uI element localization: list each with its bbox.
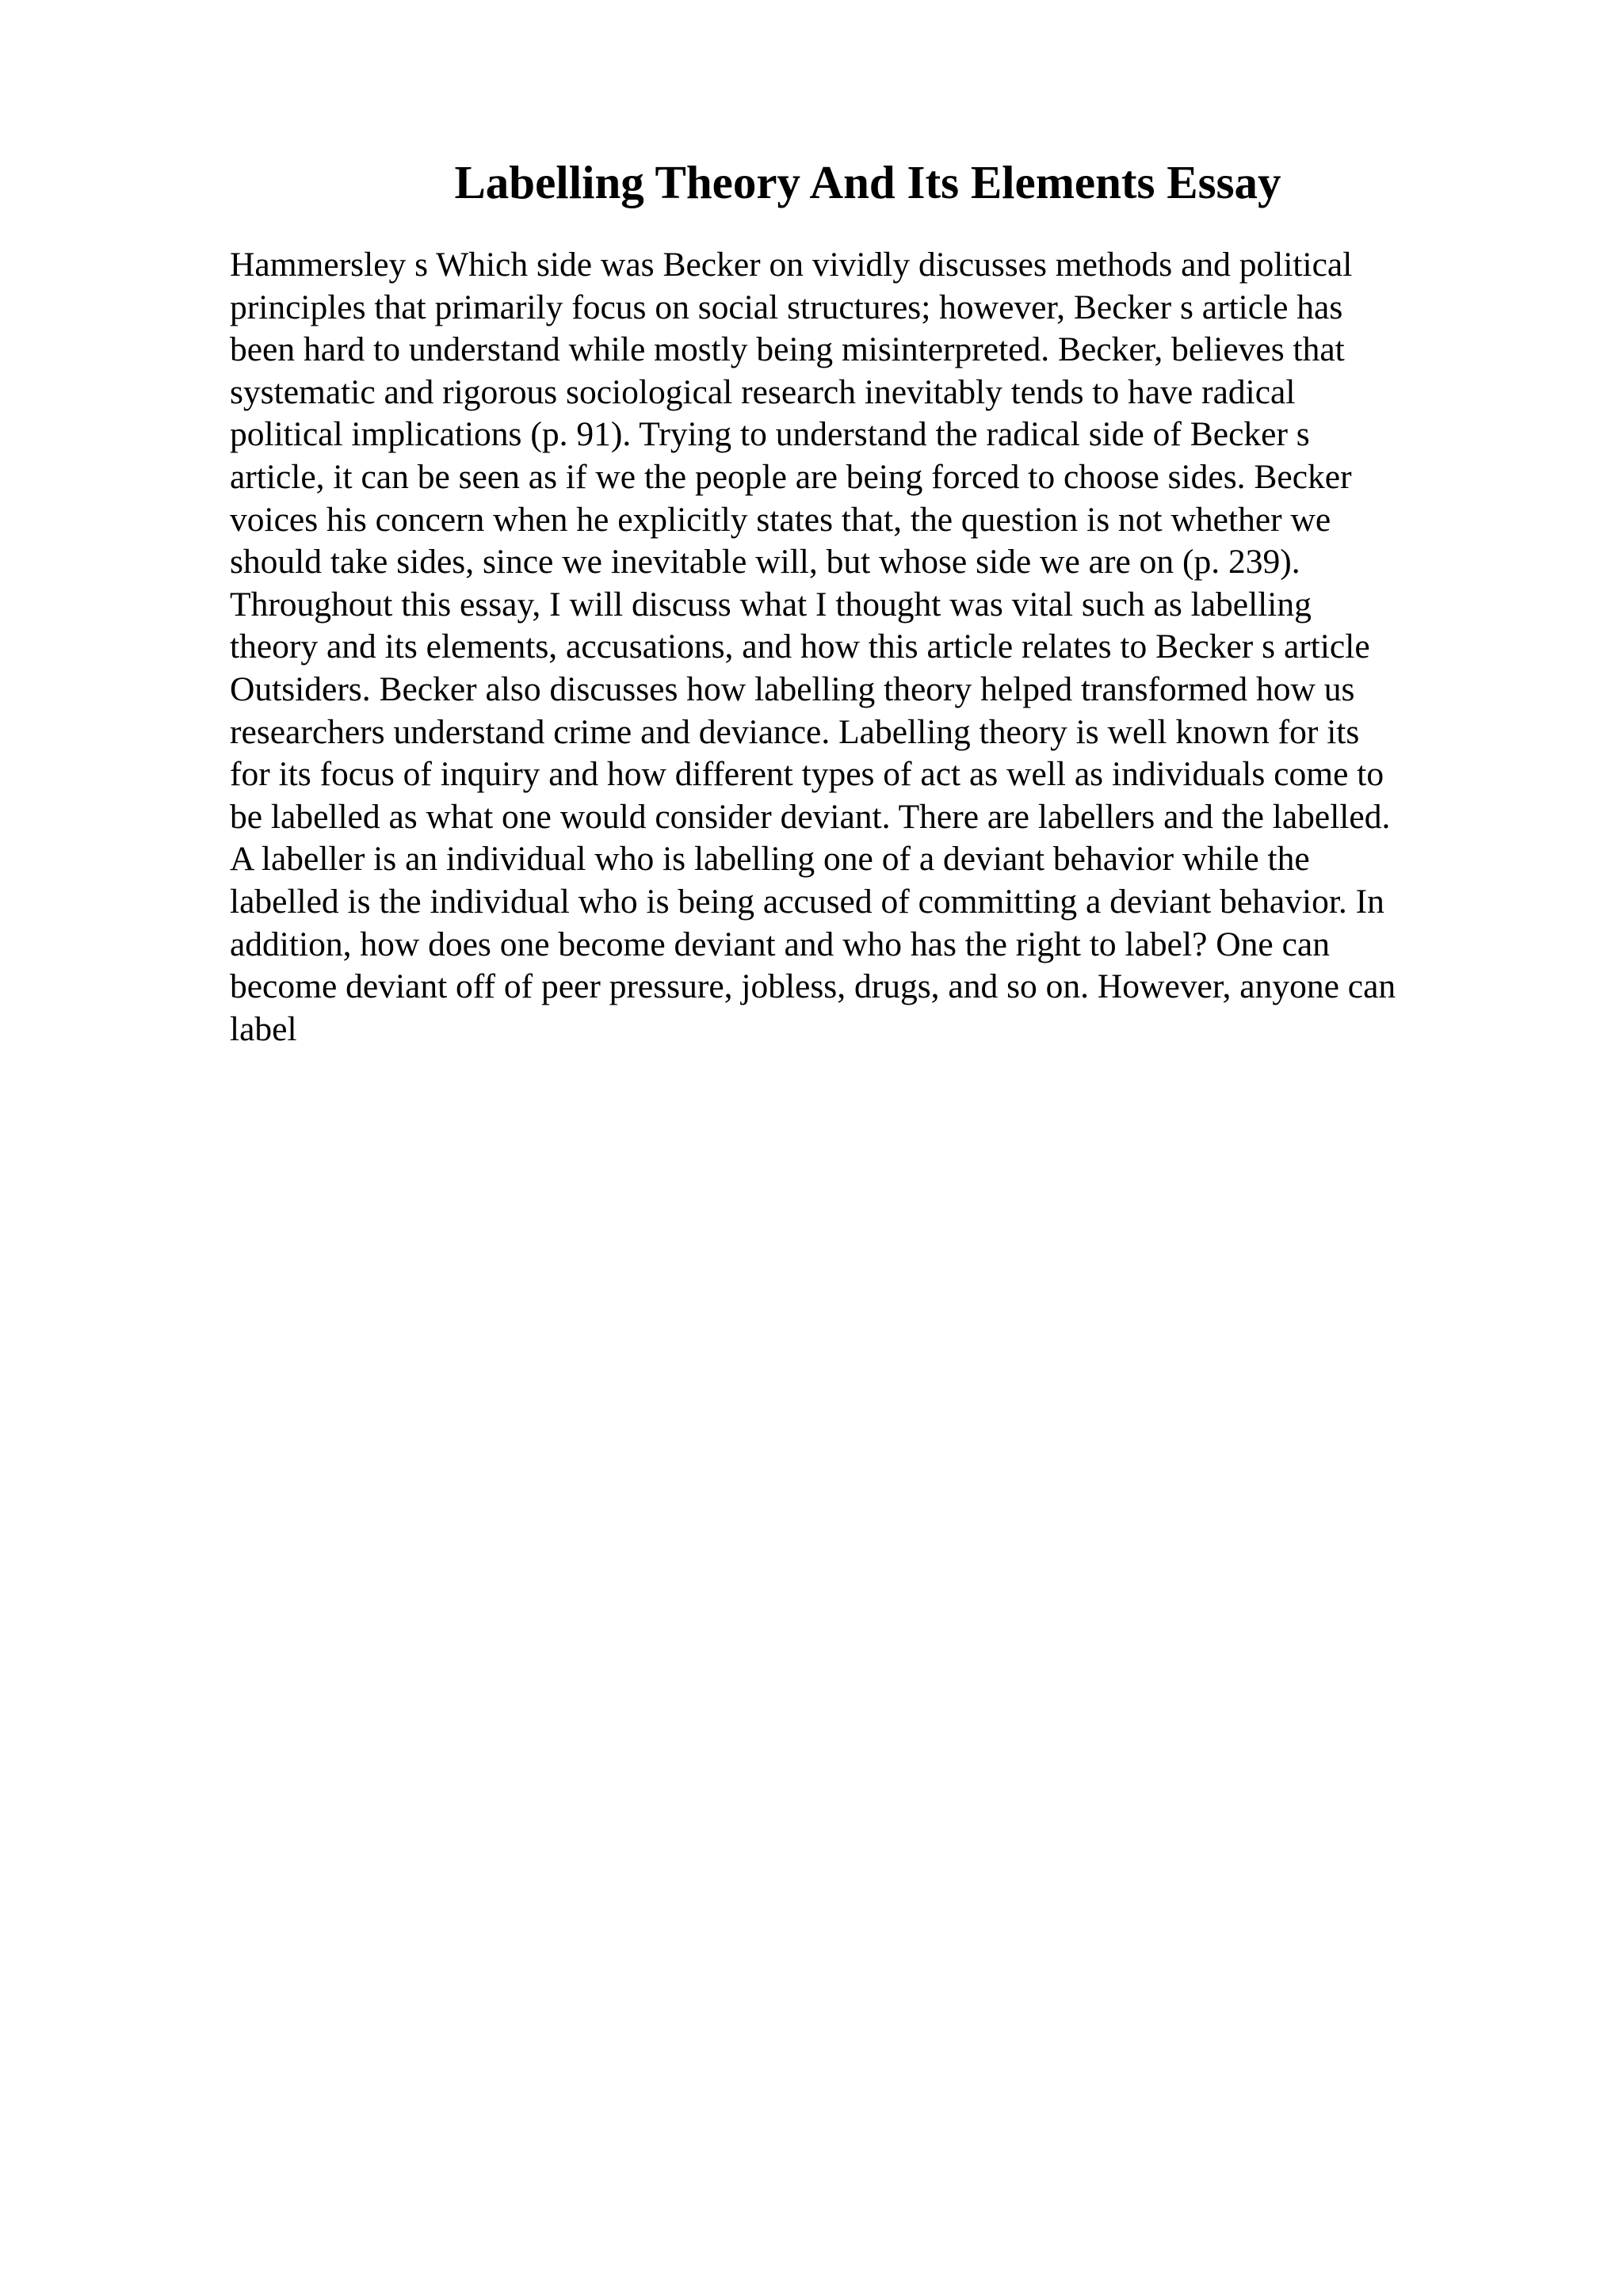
body-line: political implications (p. 91). Trying to understand the radical side of Becker s [230,415,1310,454]
body-line: label [230,1009,297,1048]
body-line: article, it can be seen as if we the people are being forced to choose sides. Becker [230,457,1352,496]
body-line: principles that primarily focus on social structures; however, Becker s article has [230,288,1343,326]
body-line: be labelled as what one would consider deviant. There are labellers and the labelled. [230,797,1391,836]
body-line: A labeller is an individual who is labelling one of a deviant behavior while the [230,840,1310,879]
body-line: labelled is the individual who is being accused of committing a deviant behavior. In [230,882,1384,921]
body-line: should take sides, since we inevitable will, but whose side we are on (p. 239). [230,543,1300,582]
body-line: Throughout this essay, I will discuss what I thought was vital such as labelling [230,585,1312,624]
body-line: Hammersley s Which side was Becker on vividly discusses methods and political [230,246,1353,284]
body-line: researchers understand crime and deviance. Labelling theory is well known for its [230,712,1360,751]
page-title: Labelling Theory And Its Elements Essay [454,156,1281,208]
body-line: theory and its elements, accusations, and how this article relates to Becker s article [230,627,1370,666]
body-line: voices his concern when he explicitly states that, the question is not whether we [230,500,1331,539]
body-line: for its focus of inquiry and how different types of act as well as individuals come to [230,755,1384,794]
essay-body [230,244,1514,1051]
body-line: systematic and rigorous sociological research inevitably tends to have radical [230,372,1296,411]
body-line: become deviant off of peer pressure, jobless, drugs, and so on. However, anyone can [230,967,1396,1006]
body-line: Outsiders. Becker also discusses how labelling theory helped transformed how us [230,669,1355,708]
body-line: been hard to understand while mostly being misinterpreted. Becker, believes that [230,330,1345,369]
body-line: addition, how does one become deviant and who has the right to label? One can [230,925,1330,963]
